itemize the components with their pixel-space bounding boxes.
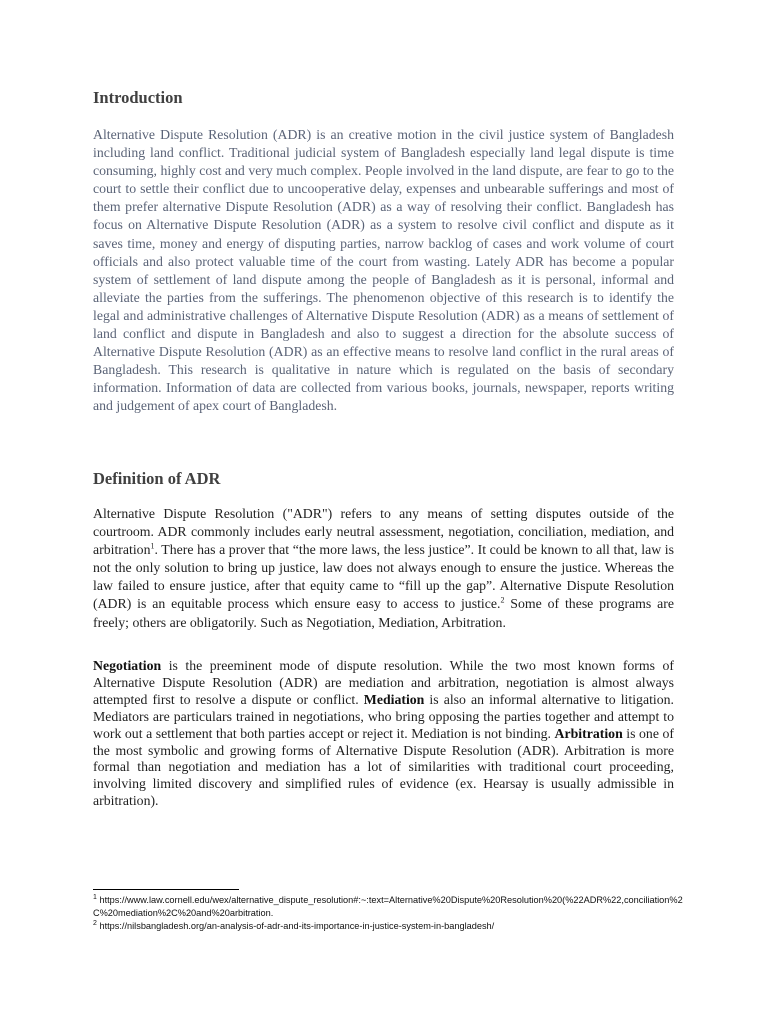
footnote-url[interactable]: https://nilsbangladesh.org/an-analysis-of-adr-and-its-importance-in-justice-system-in-bangladesh/: [96, 921, 495, 931]
footnote-url[interactable]: https://www.law.cornell.edu/wex/alternative_dispute_resolution#:~:text=Alternative%20Dispute%20Resolution%20(%22ADR%22,conciliation%2C%20mediation%2C%20and%20arbitration.: [93, 895, 683, 918]
footnote-ref-2[interactable]: 2: [500, 595, 505, 605]
term-mediation: Mediation: [363, 691, 425, 707]
term-negotiation: Negotiation: [93, 658, 162, 673]
forms-text-6: is usually admissible in arbitration).: [93, 776, 674, 809]
adr-forms-paragraph: [93, 658, 674, 810]
link-rules-of-evidence[interactable]: rules of evidence: [347, 776, 449, 792]
definition-text-3: Some of these programs are freely; others are obligatorily. Such as Negotiation, Mediation, Arbitration.: [93, 596, 674, 630]
link-hearsay[interactable]: Hearsay: [483, 776, 529, 792]
forms-text-4: involving limited discovery and simplified: [93, 776, 348, 792]
introduction-paragraph: Alternative Dispute Resolution (ADR) is an creative motion in the civil justice system of Bangladesh including land conflict. Traditional judicial system of Bangladesh especially land legal dispute is time consuming, highly cost and very much complex. People involved in the land dispute, are fear to go to the court to settle their conflict due to uncooperative delay, expenses and unbearable sufferings and most of them prefer alternative Dispute Resolution (ADR) as a way of resolving their conflict. Bangladesh has focus on Alternative Dispute Resolution (ADR) as a system to resolve civil conflict and dispute as it saves time, money and energy of disputing parties, narrow backlog of cases and work volume of court officials and also protect valuable time of the court from wasting. Lately ADR has become a popular system of settlement of land dispute among the people of Bangladesh as it is personal, informal and alleviate the parties from the sufferings. The phenomenon objective of this research is to identify the legal and administrative challenges of Alternative Dispute Resolution (ADR) as a means of settlement of land conflict and dispute in Bangladesh and also to suggest a direction for the absolute success of Alternative Dispute Resolution (ADR) as an effective means to resolve land conflict in the rural areas of Bangladesh. This research is qualitative in nature which is regulated on the basis of secondary information. Information of data are collected from various books, journals, newspaper, reports writing and judgement of apex court of Bangladesh.: [93, 127, 674, 414]
definition-paragraph: [93, 505, 674, 632]
link-court-proceeding[interactable]: court proceeding,: [573, 759, 674, 775]
introduction-heading: Introduction: [93, 88, 183, 107]
footnote-number: 2: [93, 919, 97, 927]
footnote-2: [93, 920, 693, 933]
footnote-number: 1: [93, 893, 97, 901]
forms-text-1: is the preeminent mode of dispute resolution. While the two most known forms of Alternative Dispute Resolution (ADR) are mediation and arbitration, negotiation is almost always attempted first to resolve a dispute or conflict.: [93, 658, 674, 707]
forms-text-3: is one of the most symbolic and growing forms of Alternative Dispute Resolution (ADR). Arbitration is more formal than negotiation and mediation has a lot of similarities with traditional: [93, 725, 674, 775]
definition-heading: Definition of ADR: [93, 469, 221, 488]
definition-text-1: Alternative Dispute Resolution ("ADR") refers to any means of setting disputes outside of the courtroom. ADR commonly includes early neutral assessment, negotiation, conciliation, mediation, and arbitration: [93, 506, 674, 558]
forms-text-2: is also an informal alternative to litigation. Mediators are particulars trained in negotiations, who bring opposing the parties together and attempt to work out a settlement that both parties accept or reject it. Mediation is not binding.: [93, 691, 674, 741]
term-arbitration: Arbitration: [554, 725, 623, 741]
footnote-separator: [93, 889, 239, 890]
footnotes: [93, 894, 693, 933]
definition-text-2: . There has a prover that “the more laws, the less justice”. It could be known to all that, law is not the only solution to bring up justice, law does not always enough to ensure the justice. Whereas the law failed to ensure justice, after that equity came to “fill up the gap”. Alternative Dispute Resolution (ADR) is an equitable process which ensure easy to access to justice.: [93, 542, 674, 612]
footnote-1: [93, 894, 693, 920]
footnote-ref-1[interactable]: 1: [150, 541, 155, 551]
forms-text-5: (ex.: [448, 776, 484, 792]
